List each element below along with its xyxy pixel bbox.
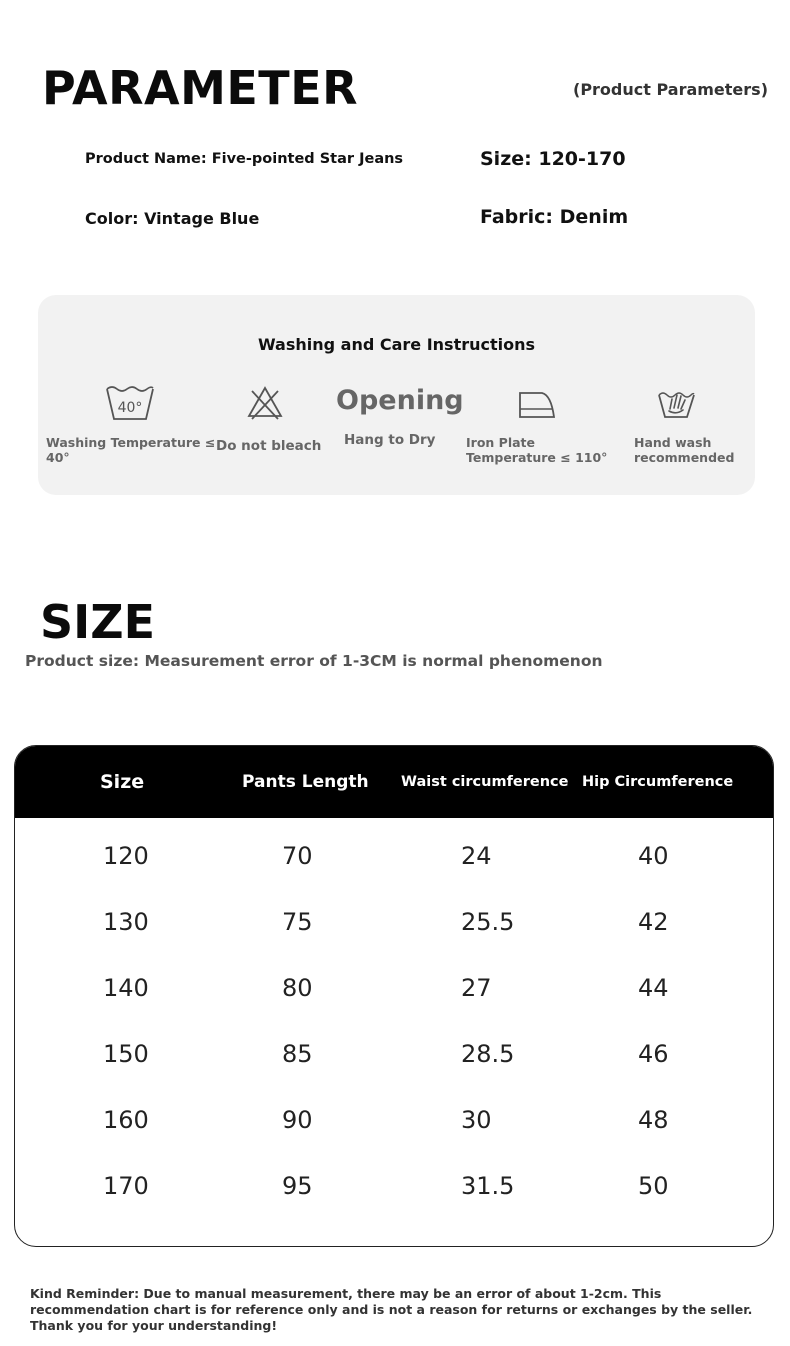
care-label-iron: Iron Plate Temperature ≤ 110° xyxy=(466,435,608,465)
cell-pants-length: 90 xyxy=(282,1106,313,1134)
no-bleach-icon xyxy=(246,383,284,423)
care-item-iron xyxy=(466,383,626,465)
cell-hip: 50 xyxy=(638,1172,669,1200)
header-pants-length: Pants Length xyxy=(242,772,369,792)
cell-hip: 44 xyxy=(638,974,669,1002)
cell-size: 130 xyxy=(103,908,149,936)
size-heading: SIZE xyxy=(40,595,156,649)
size-note: Product size: Measurement error of 1-3CM is normal phenomenon xyxy=(25,652,603,670)
header-waist: Waist circumference xyxy=(401,774,569,790)
cell-size: 170 xyxy=(103,1172,149,1200)
header-hip: Hip Circumference xyxy=(582,774,734,790)
header-size: Size xyxy=(100,771,145,793)
kind-reminder: Kind Reminder: Due to manual measurement, there may be an error of about 1-2cm. This recommendation chart is for reference only and is not a reason for returns or exchanges by the seller. Thank you for your understanding! xyxy=(30,1286,753,1333)
parameter-heading: PARAMETER xyxy=(42,61,359,115)
cell-waist: 31.5 xyxy=(461,1172,515,1200)
care-instructions-panel xyxy=(38,295,755,495)
cell-pants-length: 80 xyxy=(282,974,313,1002)
product-name: Product Name: Five-pointed Star Jeans xyxy=(85,151,404,167)
parameter-subtitle: (Product Parameters) xyxy=(573,80,768,99)
size-table xyxy=(14,745,774,1247)
care-label-no-bleach: Do not bleach xyxy=(216,438,322,454)
opening-text: Opening xyxy=(336,385,464,416)
cell-size: 150 xyxy=(103,1040,149,1068)
care-item-wash xyxy=(46,383,216,465)
care-item-hand-wash xyxy=(634,383,749,465)
cell-hip: 42 xyxy=(638,908,669,936)
cell-size: 160 xyxy=(103,1106,149,1134)
svg-text:40°: 40° xyxy=(117,400,143,416)
care-label-hand-wash: Hand wash recommended xyxy=(634,435,735,465)
size-table-header xyxy=(15,746,773,818)
cell-waist: 28.5 xyxy=(461,1040,515,1068)
care-item-no-bleach xyxy=(216,383,326,454)
cell-waist: 24 xyxy=(461,842,492,870)
care-label-hang-dry: Hang to Dry xyxy=(344,432,436,448)
product-color: Color: Vintage Blue xyxy=(85,209,260,228)
care-label-wash: Washing Temperature ≤ 40° xyxy=(46,435,216,465)
cell-pants-length: 75 xyxy=(282,908,313,936)
cell-hip: 46 xyxy=(638,1040,669,1068)
cell-pants-length: 70 xyxy=(282,842,313,870)
care-title: Washing and Care Instructions xyxy=(257,335,536,354)
cell-hip: 40 xyxy=(638,842,669,870)
wash-tub-40-icon xyxy=(104,383,156,423)
cell-waist: 30 xyxy=(461,1106,492,1134)
cell-pants-length: 95 xyxy=(282,1172,313,1200)
cell-size: 140 xyxy=(103,974,149,1002)
cell-waist: 25.5 xyxy=(461,908,515,936)
hand-wash-icon xyxy=(656,383,696,423)
cell-hip: 48 xyxy=(638,1106,669,1134)
product-fabric: Fabric: Denim xyxy=(480,206,629,228)
cell-waist: 27 xyxy=(461,974,492,1002)
product-size-range: Size: 120-170 xyxy=(480,148,626,170)
care-item-hang-dry xyxy=(336,385,466,448)
iron-icon xyxy=(516,383,558,423)
cell-pants-length: 85 xyxy=(282,1040,313,1068)
cell-size: 120 xyxy=(103,842,149,870)
